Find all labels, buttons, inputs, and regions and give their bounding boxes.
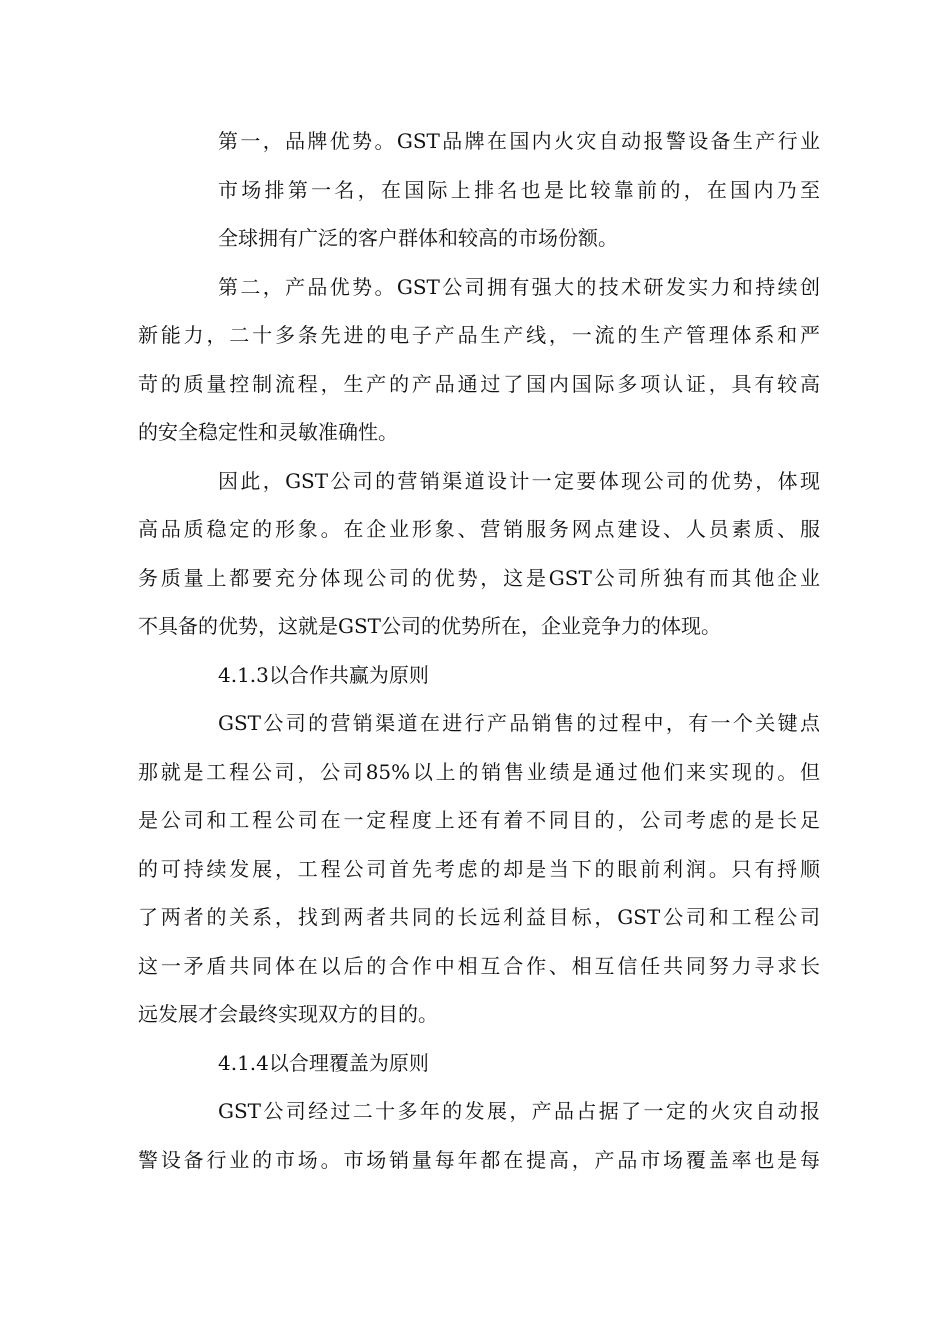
- paragraph-line: 高品质稳定的形象。在企业形象、营销服务网点建设、人员素质、服: [138, 517, 820, 541]
- paragraph-line: 远发展才会最终实现双方的目的。: [138, 1002, 438, 1026]
- paragraph-line: 是公司和工程公司在一定程度上还有着不同目的，公司考虑的是长足: [138, 808, 820, 832]
- paragraph-line: 第二，产品优势。GST公司拥有强大的技术研发实力和持续创: [218, 274, 820, 299]
- paragraph-line: 这一矛盾共同体在以后的合作中相互合作、相互信任共同努力寻求长: [138, 953, 820, 978]
- section-heading: 4.1.3以合作共赢为原则: [218, 662, 429, 687]
- paragraph-line: 新能力，二十多条先进的电子产品生产线，一流的生产管理体系和严: [138, 323, 820, 347]
- paragraph-line: 因此，GST公司的营销渠道设计一定要体现公司的优势，体现: [218, 468, 820, 493]
- paragraph-line: 那就是工程公司，公司85%以上的销售业绩是通过他们来实现的。但: [138, 759, 820, 784]
- paragraph-line: 务质量上都要充分体现公司的优势，这是GST公司所独有而其他企业: [138, 565, 820, 590]
- paragraph-line: 全球拥有广泛的客户群体和较高的市场份额。: [218, 226, 618, 250]
- body-text: [138, 122, 820, 1189]
- paragraph-line: 警设备行业的市场。市场销量每年都在提高，产品市场覆盖率也是每: [138, 1147, 820, 1172]
- paragraph-line: 第一，品牌优势。GST品牌在国内火灾自动报警设备生产行业: [218, 129, 820, 153]
- paragraph-line: GST公司经过二十多年的发展，产品占据了一定的火灾自动报: [218, 1099, 820, 1123]
- paragraph-line: 了两者的关系，找到两者共同的长远利益目标，GST公司和工程公司: [138, 905, 820, 929]
- paragraph-line: 苛的质量控制流程，生产的产品通过了国内国际多项认证，具有较高: [138, 371, 820, 396]
- paragraph-line: 的安全稳定性和灵敏准确性。: [138, 420, 398, 444]
- section-heading: 4.1.4以合理覆盖为原则: [218, 1050, 429, 1075]
- paragraph-line: 的可持续发展，工程公司首先考虑的却是当下的眼前利润。只有捋顺: [138, 856, 820, 881]
- paragraph-line: 不具备的优势，这就是GST公司的优势所在，企业竞争力的体现。: [138, 614, 722, 638]
- paragraph-line: 市场排第一名，在国际上排名也是比较靠前的，在国内乃至: [218, 177, 820, 202]
- paragraph-line: GST公司的营销渠道在进行产品销售的过程中，有一个关键点: [218, 711, 820, 735]
